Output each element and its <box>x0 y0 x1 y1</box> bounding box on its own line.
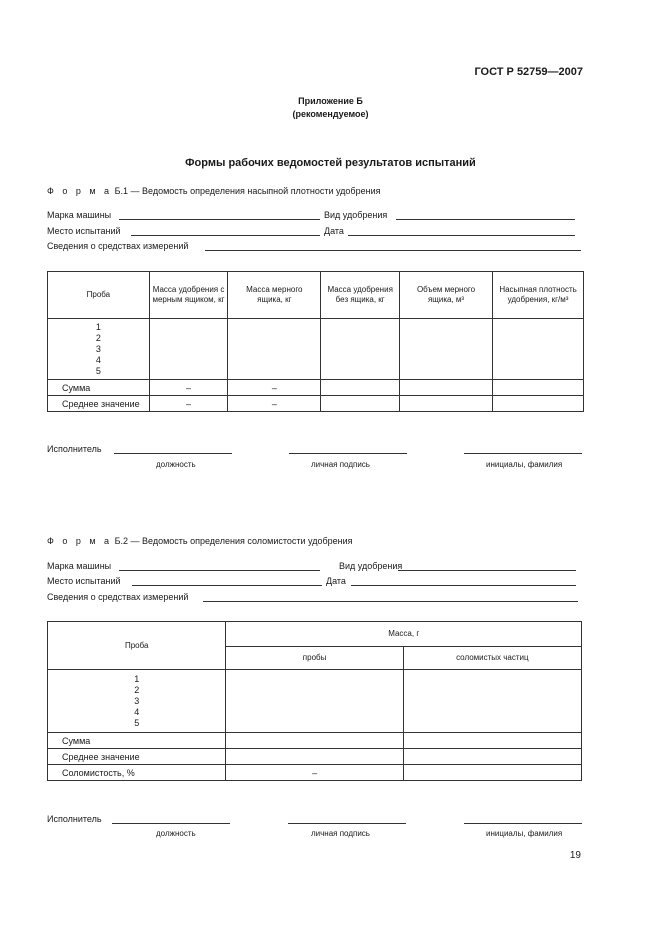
table-cell[interactable] <box>321 396 400 412</box>
table-cell[interactable] <box>226 749 403 765</box>
sample-number: 5 <box>95 365 101 376</box>
form1-sample-numbers <box>48 319 150 380</box>
sample-number: 1 <box>95 321 101 332</box>
form1-date-label: Дата <box>324 226 344 236</box>
form2-signature-caption: личная подпись <box>311 829 370 838</box>
table-cell[interactable] <box>403 765 581 781</box>
sample-number: 3 <box>134 695 140 706</box>
table-cell[interactable] <box>226 670 403 733</box>
table-cell[interactable] <box>399 396 492 412</box>
form2-caption-number: Б.2 <box>114 536 128 546</box>
dash: – <box>149 396 228 412</box>
sample-number: 3 <box>95 343 101 354</box>
dash: – <box>149 380 228 396</box>
form1-table <box>47 271 584 412</box>
table-row <box>48 670 582 733</box>
form1-col-box-volume: Объем мерного ящика, м³ <box>399 272 492 319</box>
form1-caption-prefix: Ф о р м а <box>47 186 113 196</box>
form1-instruments-line[interactable] <box>205 250 581 251</box>
dash: – <box>228 380 321 396</box>
table-cell[interactable] <box>321 380 400 396</box>
form1-col-mass-without-box: Масса удобрения без ящика, кг <box>321 272 400 319</box>
form1-machine-brand-line[interactable] <box>119 219 320 220</box>
table-cell[interactable] <box>403 733 581 749</box>
table-cell[interactable] <box>403 670 581 733</box>
sample-number: 1 <box>134 673 140 684</box>
form2-sum-label: Сумма <box>48 733 226 749</box>
form2-date-line[interactable] <box>351 585 576 586</box>
form1-executor-label: Исполнитель <box>47 444 102 454</box>
table-cell[interactable] <box>493 396 584 412</box>
table-cell[interactable] <box>399 380 492 396</box>
table-row <box>48 733 582 749</box>
sample-number: 2 <box>95 332 101 343</box>
form2-table <box>47 621 582 781</box>
form1-caption <box>47 186 380 196</box>
table-row <box>48 765 582 781</box>
table-cell[interactable] <box>321 319 400 380</box>
form1-signature-caption: личная подпись <box>311 460 370 469</box>
form1-test-place-label: Место испытаний <box>47 226 121 236</box>
table-cell[interactable] <box>228 319 321 380</box>
form2-fertilizer-type-label: Вид удобрения <box>339 561 403 571</box>
dash: – <box>226 765 403 781</box>
form2-col-straw-mass: соломистых частиц <box>403 647 581 670</box>
form1-test-place-line[interactable] <box>131 235 320 236</box>
form1-caption-number: Б.1 <box>114 186 128 196</box>
form1-col-mass-with-box: Масса удобрения с мерным ящиком, кг <box>149 272 228 319</box>
form1-col-box-mass: Масса мерного ящика, кг <box>228 272 321 319</box>
form2-name-line[interactable] <box>464 823 582 824</box>
form2-instruments-line[interactable] <box>203 601 578 602</box>
table-cell[interactable] <box>493 319 584 380</box>
table-cell[interactable] <box>493 380 584 396</box>
sample-number: 4 <box>95 354 101 365</box>
form2-fertilizer-type-line[interactable] <box>398 570 576 571</box>
form1-name-line[interactable] <box>464 453 582 454</box>
form1-col-bulk-density: Насыпная плотность удобрения, кг/м³ <box>493 272 584 319</box>
form1-name-caption: инициалы, фамилия <box>486 460 563 469</box>
form2-signature-line[interactable] <box>288 823 406 824</box>
table-cell[interactable] <box>226 733 403 749</box>
form1-fertilizer-type-line[interactable] <box>396 219 575 220</box>
standard-number: ГОСТ Р 52759—2007 <box>474 66 583 78</box>
sample-number: 5 <box>134 717 140 728</box>
form2-avg-label: Среднее значение <box>48 749 226 765</box>
form2-machine-brand-label: Марка машины <box>47 561 112 571</box>
dash: – <box>228 396 321 412</box>
form2-sample-numbers <box>48 670 226 733</box>
page-number: 19 <box>569 850 581 861</box>
page-title: Формы рабочих ведомостей результатов испытаний <box>185 157 476 169</box>
form1-avg-label: Среднее значение <box>48 396 150 412</box>
table-row <box>48 380 584 396</box>
form2-position-line[interactable] <box>112 823 230 824</box>
form1-machine-brand-label: Марка машины <box>47 210 112 220</box>
form2-straw-label: Соломистость, % <box>48 765 226 781</box>
form2-caption-text: — Ведомость определения соломистости удобрения <box>130 536 353 546</box>
form2-date-label: Дата <box>326 576 346 586</box>
sample-number: 4 <box>134 706 140 717</box>
form2-instruments-label: Сведения о средствах измерений <box>47 592 189 602</box>
form1-sum-label: Сумма <box>48 380 150 396</box>
table-row <box>48 396 584 412</box>
table-row <box>48 319 584 380</box>
table-row <box>48 749 582 765</box>
form2-col-sample: Проба <box>48 622 226 670</box>
form1-date-line[interactable] <box>348 235 575 236</box>
table-cell[interactable] <box>403 749 581 765</box>
form2-name-caption: инициалы, фамилия <box>486 829 563 838</box>
form2-caption-prefix: Ф о р м а <box>47 536 113 546</box>
form1-caption-text: — Ведомость определения насыпной плотности удобрения <box>130 186 381 196</box>
form2-col-sample-mass: пробы <box>226 647 403 670</box>
table-cell[interactable] <box>149 319 228 380</box>
form1-instruments-label: Сведения о средствах измерений <box>47 241 189 251</box>
form2-machine-brand-line[interactable] <box>119 570 320 571</box>
form1-fertilizer-type-label: Вид удобрения <box>324 210 388 220</box>
form1-col-sample: Проба <box>48 272 150 319</box>
form1-signature-line[interactable] <box>289 453 407 454</box>
form1-position-line[interactable] <box>114 453 232 454</box>
form2-test-place-line[interactable] <box>132 585 322 586</box>
form2-test-place-label: Место испытаний <box>47 576 121 586</box>
form2-col-mass: Масса, г <box>226 622 582 647</box>
annex-title: Приложение Б <box>298 96 363 106</box>
table-cell[interactable] <box>399 319 492 380</box>
form1-position-caption: должность <box>156 460 196 469</box>
annex-subtitle: (рекомендуемое) <box>292 109 369 119</box>
form2-executor-label: Исполнитель <box>47 814 102 824</box>
form2-position-caption: должность <box>156 829 196 838</box>
sample-number: 2 <box>134 684 140 695</box>
form2-caption <box>47 536 353 546</box>
